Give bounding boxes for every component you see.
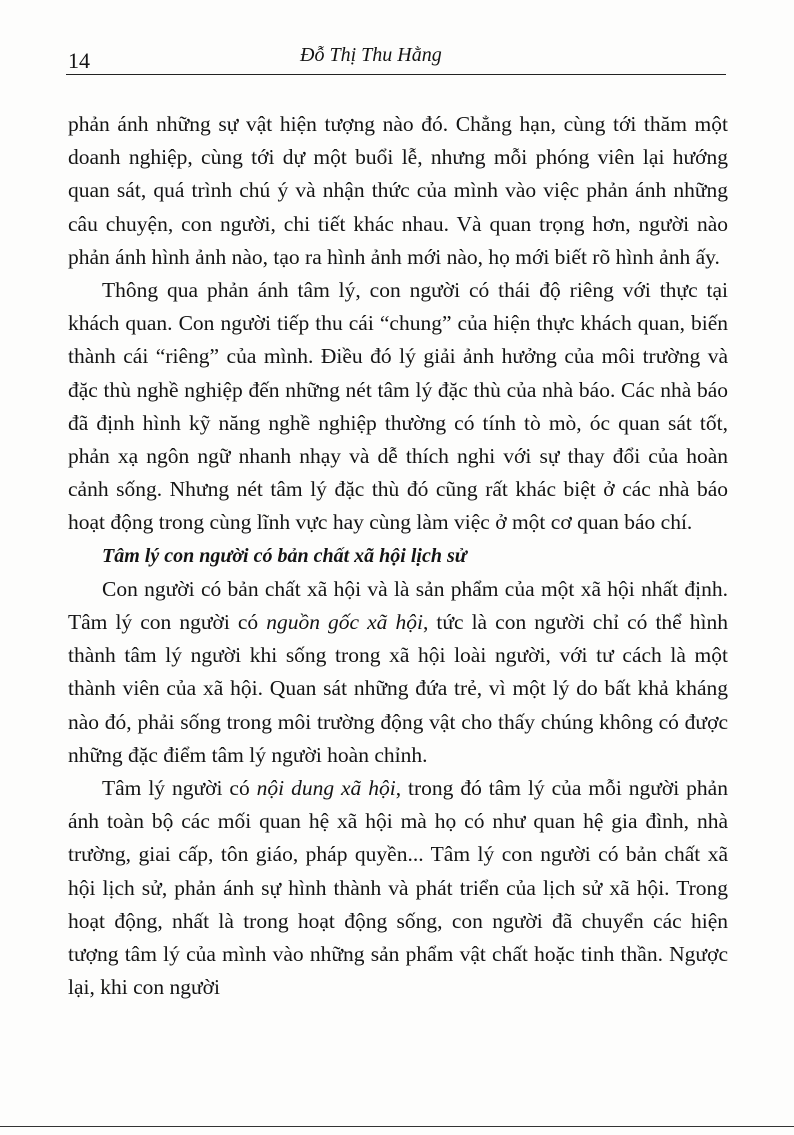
paragraph-3-text-b: , tức là con người chỉ có thể hình thành tâm lý người khi sống trong xã hội loài người, với tư cách là một thành viên của xã hội. Quan sát những đứa trẻ, vì một lý do bất khả kháng nào đó, phải sống trong môi trường động vật cho thấy chúng không có được những đặc điểm tâm lý người hoàn chỉnh.	[68, 610, 728, 767]
paragraph-1: phản ánh những sự vật hiện tượng nào đó. Chẳng hạn, cùng tới thăm một doanh nghiệp, cùng tới dự một buổi lễ, nhưng mỗi phóng viên lại hướng quan sát, quá trình chú ý và nhận thức của mình vào việc phản ánh những câu chuyện, con người, chi tiết khác nhau. Và quan trọng hơn, người nào phản ánh hình ảnh nào, tạo ra hình ảnh mới nào, họ mới biết rõ hình ảnh ấy.	[68, 112, 728, 269]
header-rule	[66, 74, 726, 75]
page-bottom-edge	[0, 1126, 794, 1127]
paragraph-4-emphasis: nội dung xã hội	[256, 776, 396, 801]
body-text	[68, 108, 728, 1004]
section-heading: Tâm lý con người có bản chất xã hội lịch sử	[102, 544, 467, 567]
paragraph-4-text-a: Tâm lý người có	[102, 776, 257, 801]
page-number: 14	[68, 48, 90, 73]
running-head-author: Đỗ Thị Thu Hằng	[300, 44, 442, 66]
paragraph-3	[68, 573, 728, 772]
paragraph-3-emphasis: nguồn gốc xã hội	[266, 610, 423, 635]
paragraph-4-text-b: , trong đó tâm lý của mỗi người phản ánh toàn bộ các mối quan hệ xã hội mà họ có như quan hệ gia đình, nhà trường, giai cấp, tôn giáo, pháp quyền... Tâm lý con người có bản chất xã hội lịch sử, phản ánh sự hình thành và phát triển của lịch sử xã hội. Trong hoạt động, nhất là trong hoạt động sống, con người đã chuyển các hiện tượng tâm lý của mình vào những sản phẩm vật chất hoặc tinh thần. Ngược lại, khi con người	[68, 776, 728, 1000]
paragraph-2: Thông qua phản ánh tâm lý, con người có thái độ riêng với thực tại khách quan. Con người tiếp thu cái “chung” của hiện thực khách quan, biến thành cái “riêng” của mình. Điều đó lý giải ảnh hưởng của môi trường và đặc thù nghề nghiệp đến những nét tâm lý đặc thù của nhà báo. Các nhà báo đã định hình kỹ năng nghề nghiệp thường có tính tò mò, óc quan sát tốt, phản xạ ngôn ngữ nhanh nhạy và dễ thích nghi với sự thay đổi của hoàn cảnh sống. Nhưng nét tâm lý đặc thù đó cũng rất khác biệt ở các nhà báo hoạt động trong cùng lĩnh vực hay cùng làm việc ở một cơ quan báo chí.	[68, 278, 728, 535]
paragraph-4	[68, 772, 728, 1004]
paragraph-3-text-a: Con người có bản chất xã hội và là sản phẩm của một xã hội nhất định. Tâm lý con người có	[68, 576, 728, 635]
